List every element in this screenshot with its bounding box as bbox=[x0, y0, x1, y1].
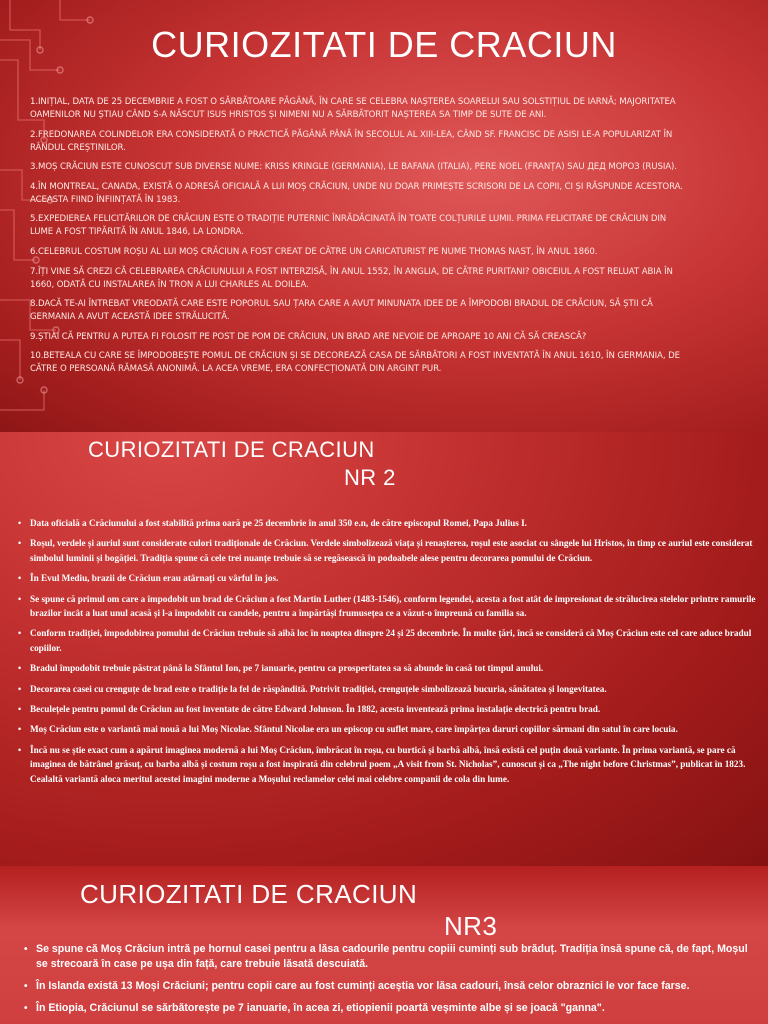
list-item: • În Evul Mediu, brazii de Crăciun erau atârnați cu vârful în jos. bbox=[18, 571, 756, 585]
list-item: 2.FREDONAREA COLINDELOR ERA CONSIDERATĂ O PRACTICĂ PĂGÂNĂ PÂNĂ ÎN SECOLUL AL XIII-LEA, CÂND SF. FRANCISC DE ASISI LE-A POPULARIZAT ÎN RÂNDUL CREȘTINILOR. bbox=[30, 129, 673, 153]
facts-list bbox=[18, 516, 756, 792]
slide-3 bbox=[0, 866, 768, 1024]
list-item: • Moș Crăciun este o variantă mai nouă a lui Moș Nicolae. Sfântul Nicolae era un episcop cu suflet mare, care împărțea daruri copiilor sărmani din satul în care locuia. bbox=[18, 722, 756, 736]
title-line-2: NR3 bbox=[444, 911, 498, 941]
title-line-1: CURIOZITATI DE CRACIUN bbox=[88, 437, 375, 462]
facts-list bbox=[24, 942, 754, 1023]
list-item: • Se spune că primul om care a împodobit un brad de Crăciun a fost Martin Luther (1483-1546), conform legendei, acesta a fost atât de impresionat de strălucirea stelelor printre ramurile brazilor încât a luat unul acasă și l-a împodobit cu candele, pentru a împărtăși frumusețea ce a văzut-o împreună cu familia sa. bbox=[18, 592, 756, 621]
list-item: 1.INIȚIAL, DATA DE 25 DECEMBRIE A FOST O SĂRBĂTOARE PĂGÂNĂ, ÎN CARE SE CELEBRA NAȘTEREA SOARELUI SAU SOLSTIȚIUL DE IARNĂ; MAJORITATEA OAMENILOR NU ȘTIAU CÂND S-A NĂSCUT ISUS HRISTOS ȘI NIMENI NU A SĂRBĂTORIT NAȘTEREA SA TIMP DE SUTE DE ANI. bbox=[30, 97, 676, 120]
title-line-1: CURIOZITATI DE CRACIUN bbox=[80, 879, 418, 909]
list-item: • Conform tradiției, împodobirea pomului de Crăciun trebuie să aibă loc în noaptea dinspre 24 și 25 decembrie. În multe țări, încă se consideră că Moș Crăciun este cel care aduce bradul copiilor. bbox=[18, 626, 756, 655]
list-item: 10.BETEALA CU CARE SE ÎMPODOBEȘTE POMUL DE CRĂCIUN ȘI SE DECOREAZĂ CASA DE SĂRBĂTORI A FOST INVENTATĂ ÎN ANUL 1610, ÎN GERMANIA, DE CĂTRE O PERSOANĂ RĂMASĂ ANONIMĂ. LA ACEA VREME, ERA CONFECȚIONATĂ DIN ARGINT PUR. bbox=[30, 351, 680, 375]
list-item: • Se spune că Moș Crăciun intră pe hornul casei pentru a lăsa cadourile pentru copiii cuminți sub brăduț. Tradiția însă spune că, de fapt, Moșul se strecoară în case pe ușa din față, care trebuie lăsată descuiată. bbox=[24, 942, 754, 972]
list-item: • În Etiopia, Crăciunul se sărbătorește pe 7 ianuarie, în acea zi, etiopienii poartă veșminte albe și se joacă "ganna". bbox=[24, 1001, 754, 1016]
list-item: 8.DACĂ TE-AI ÎNTREBAT VREODATĂ CARE ESTE POPORUL SAU ȚARA CARE A AVUT MINUNATA IDEE DE A ÎMPODOBI BRADUL DE CRĂCIUN, SĂ ȘTII CĂ GERMANIA A AVUT ACEASTĂ IDEE STRĂLUCITĂ. bbox=[30, 299, 653, 323]
list-item: • Decorarea casei cu crenguțe de brad este o tradiție la fel de răspândită. Potrivit tradiției, crenguțele simbolizează bucuria, sănătatea și longevitatea. bbox=[18, 682, 756, 696]
list-item: 4.ÎN MONTREAL, CANADA, EXISTĂ O ADRESĂ OFICIALĂ A LUI MOȘ CRĂCIUN, UNDE NU DOAR PRIMEȘTE SCRISORI DE LA COPII, CI ȘI RĂSPUNDE ACESTORA. ACEASTA FIIND ÎNFIINȚATĂ ÎN 1983. bbox=[30, 181, 683, 205]
slide-title bbox=[80, 878, 500, 942]
list-item: • Data oficială a Crăciunului a fost stabilită prima oară pe 25 decembrie în anul 350 e.n, de către episcopul Romei, Papa Julius I. bbox=[18, 516, 756, 530]
list-item: 5.EXPEDIEREA FELICITĂRILOR DE CRĂCIUN ESTE O TRADIȚIE PUTERNIC ÎNRĂDĂCINATĂ ÎN TOATE COLȚURILE LUMII. PRIMA FELICITARE DE CRĂCIUN DIN LUME A FOST TIPĂRITĂ ÎN ANUL 1846, LA LONDRA. bbox=[30, 214, 667, 238]
list-item: 6.CELEBRUL COSTUM ROȘU AL LUI MOȘ CRĂCIUN A FOST CREAT DE CĂTRE UN CARICATURIST PE NUME THOMAS NAST, ÎN ANUL 1860. bbox=[30, 246, 598, 257]
list-item: 3.MOȘ CRĂCIUN ESTE CUNOSCUT SUB DIVERSE NUME: KRISS KRINGLE (GERMANIA), LE BAFANA (ITALIA), PERE NOEL (FRANȚA) SAU ДЕД МОРОЗ (RUSIA). bbox=[30, 162, 677, 173]
list-item: • Încă nu se știe exact cum a apărut imaginea modernă a lui Moș Crăciun, îmbrăcat în roșu, cu burtică și barbă albă, însă există cel puțin două variante. În prima variantă, se pare că imaginea de bătrânel grăsuț, cu barba albă și costum roșu a fost inspirată din celebrul poem „A visit from St. Nicholas”, cunoscut și ca „The night before Christmas”, publicat în 1823. Cealaltă variantă aloca meritul acestei imagini moderne a Moșului reclamelor celei mai celebre companii de cola din lume. bbox=[18, 743, 756, 786]
list-item: • În Islanda există 13 Moși Crăciuni; pentru copii care au fost cuminți aceștia vor lăsa cadouri, însă celor obraznici le vor face farse. bbox=[24, 979, 754, 994]
slide-1 bbox=[0, 0, 768, 432]
slide-title: CURIOZITATI DE CRACIUN bbox=[151, 24, 617, 65]
title-line-2: NR 2 bbox=[344, 465, 396, 490]
slide-2 bbox=[0, 432, 768, 866]
list-item: • Beculețele pentru pomul de Crăciun au fost inventate de către Edward Johnson. În 1882, acesta inventează prima instalație electrică pentru brad. bbox=[18, 702, 756, 716]
list-item: 9.ȘTIAI CĂ PENTRU A PUTEA FI FOLOSIT PE POST DE POM DE CRĂCIUN, UN BRAD ARE NEVOIE DE APROAPE 10 ANI CĂ SĂ CREASCĂ? bbox=[30, 331, 587, 342]
facts-list bbox=[30, 96, 690, 383]
slide-title bbox=[88, 436, 508, 492]
list-item: 7.ÎȚI VINE SĂ CREZI CĂ CELEBRAREA CRĂCIUNULUI A FOST INTERZISĂ, ÎN ANUL 1552, ÎN ANGLIA, DE CĂTRE PURITANI? OBICEIUL A FOST RELUAT ABIA ÎN 1660, ODATĂ CU INSTALAREA ÎN TRON A LUI CHARLES AL DOILEA. bbox=[30, 266, 673, 290]
list-item: • Roșul, verdele și auriul sunt considerate culori tradiționale de Crăciun. Verdele simbolizează viața și renașterea, roșul este asociat cu sângele lui Hristos, în timp ce auriul este considerat simbolul luminii și bogăției. Tradiția spune că cele trei nuanțe trebuie să se regăsească în podoabele alese pentru decorarea pomului de Crăciun. bbox=[18, 536, 756, 565]
list-item: • Bradul împodobit trebuie păstrat până la Sfântul Ion, pe 7 ianuarie, pentru ca prosperitatea sa să abunde în casă tot timpul anului. bbox=[18, 661, 756, 675]
